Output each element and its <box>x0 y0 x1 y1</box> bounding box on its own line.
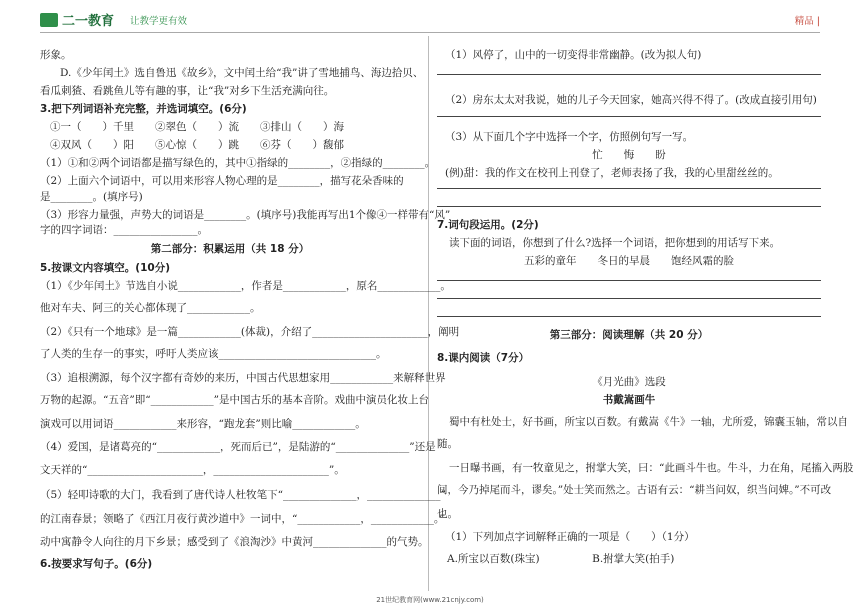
text-line: 间，今乃掉尾而斗，谬矣。”处士笑而然之。古语有云：“耕当问奴，织当问婢。”不可改 <box>437 484 832 496</box>
text-line: 忙 悔 盼 <box>592 149 666 161</box>
text-line: 《月光曲》选段 <box>592 376 666 388</box>
text-line: （5）轻叩诗歌的大门，我看到了唐代诗人杜牧笔下“______________，______________” <box>40 489 446 501</box>
answer-line <box>437 316 821 317</box>
text-line: （3）追根溯源，每个汉字都有奇妙的来历，中国古代思想家用____________来解释世界 <box>40 372 446 384</box>
text-line: （4）爱国，是诸葛亮的“____________，死而后已”，是陆游的“______________”还是 <box>40 441 436 453</box>
text-line: 一日曝书画，有一牧童见之，拊掌大笑，曰：“此画斗牛也。牛斗，力在角，尾搐入两股 <box>449 462 854 474</box>
text-line: 5.按课文内容填空。(10分) <box>40 262 171 274</box>
text-line: 他对车夫、阿三的关心都体现了____________。 <box>40 302 261 314</box>
text-line: 了人类的生存一的事实，呼吁人类应该______________________________。 <box>40 348 387 360</box>
text-line: D.《少年闰土》选自鲁迅《故乡》，文中闰土给“我”讲了雪地捕鸟、海边拾贝、 <box>60 67 424 79</box>
text-line: ①一（ ）千里 ②翠色（ ）流 ③排山（ ）海 <box>50 121 344 133</box>
text-line: 3.把下列词语补充完整，并选词填空。(6分) <box>40 103 247 115</box>
text-line: （3）从下面几个字中选择一个字，仿照例句写一写。 <box>445 131 694 143</box>
header-divider <box>40 32 820 33</box>
text-line: 8.课内阅读（7分） <box>437 352 530 364</box>
text-line: （1）风停了，山中的一切变得非常幽静。(改为拟人句) <box>445 49 702 61</box>
logo-icon <box>40 13 58 27</box>
text-line: 也。 <box>437 508 458 520</box>
text-line: 第三部分：阅读理解（共 20 分） <box>549 329 709 341</box>
text-line: ④双风（ ）阳 ⑤心惊（ ）跳 ⑥芬（ ）馥郁 <box>50 139 344 151</box>
text-line: （1）①和②两个词语都是描写绿色的，其中①指绿的________，②指绿的________。 <box>40 157 436 169</box>
text-line: 是________。(填序号) <box>40 191 143 203</box>
text-line: 书戴嵩画牛 <box>602 394 656 406</box>
text-line: 蜀中有杜处士，好书画，所宝以百数。有戴嵩《牛》一轴，尤所爱，锦囊玉轴，常以自 <box>449 416 848 428</box>
text-line: （1）《少年闰土》节选自小说____________，作者是____________，原名____________。 <box>40 280 451 292</box>
text-line: A.所宝以百数(珠宝) B.拊掌大笑(拍手) <box>447 553 675 565</box>
column-divider <box>428 36 429 591</box>
page-header <box>0 0 860 40</box>
answer-line <box>437 298 821 299</box>
text-line: 字的四字词语：________________。 <box>40 224 208 236</box>
answer-line <box>437 116 821 117</box>
answer-line <box>437 206 821 207</box>
answer-line <box>437 74 821 75</box>
text-line: 读下面的词语，你想到了什么?选择一个词语，把你想到的用话写下来。 <box>449 237 781 249</box>
answer-line <box>437 188 821 189</box>
page-footer: 21世纪教育网(www.21cnjy.com) <box>376 596 484 604</box>
text-line: 形象。 <box>40 49 72 61</box>
text-line: 看瓜刺猹、看跳鱼儿等有趣的事，让“我”对乡下生活充满向往。 <box>40 85 335 97</box>
text-line: （2）《只有一个地球》是一篇____________(体裁)，介绍了______________________，阐明 <box>40 326 460 338</box>
text-line: 演戏可以用词语____________来形容，“跑龙套”则比喻____________。 <box>40 418 366 430</box>
slogan: 让教学更有效 <box>130 16 188 27</box>
text-line: (例)甜：我的作文在校刊上刊登了，老师表扬了我，我的心里甜丝丝的。 <box>445 167 779 179</box>
text-line: （2）上面六个词语中，可以用来形容人物心理的是________，描写花朵香味的 <box>40 175 404 187</box>
site-logo: 二一教育 <box>40 10 114 29</box>
text-line: （3）形容力量强，声势大的词语是________。(填序号)我能再写出1个像④一样带有“风” <box>40 209 451 221</box>
answer-line <box>437 280 821 281</box>
text-line: 万物的起源。“五音”即“____________”是中国古乐的基本音阶。戏曲中演员化妆上台 <box>40 394 429 406</box>
text-line: 随。 <box>437 438 458 450</box>
text-line: 第二部分：积累运用（共 18 分） <box>150 243 310 255</box>
text-line: 动中寓静令人向往的月下乡景；感受到了《浪淘沙》中黄河______________的气势。 <box>40 536 429 548</box>
text-line: 7.词句段运用。(2分) <box>437 219 539 231</box>
text-line: 五彩的童年 冬日的早晨 饱经风霜的脸 <box>524 255 734 267</box>
text-line: （1）下列加点字词解释正确的一项是（ ）（1分） <box>445 531 695 543</box>
text-line: （2）房东太太对我说，她的儿子今天回家，她高兴得不得了。(改成直接引用句) <box>445 94 817 106</box>
quality-tag: 精品 | <box>794 16 820 27</box>
text-line: 6.按要求写句子。(6分) <box>40 558 153 570</box>
text-line: 文天祥的“______________________，______________________”。 <box>40 464 345 476</box>
text-line: 的江南春景；领略了《西江月夜行黄沙道中》一词中，“____________，____________。” <box>40 513 445 525</box>
